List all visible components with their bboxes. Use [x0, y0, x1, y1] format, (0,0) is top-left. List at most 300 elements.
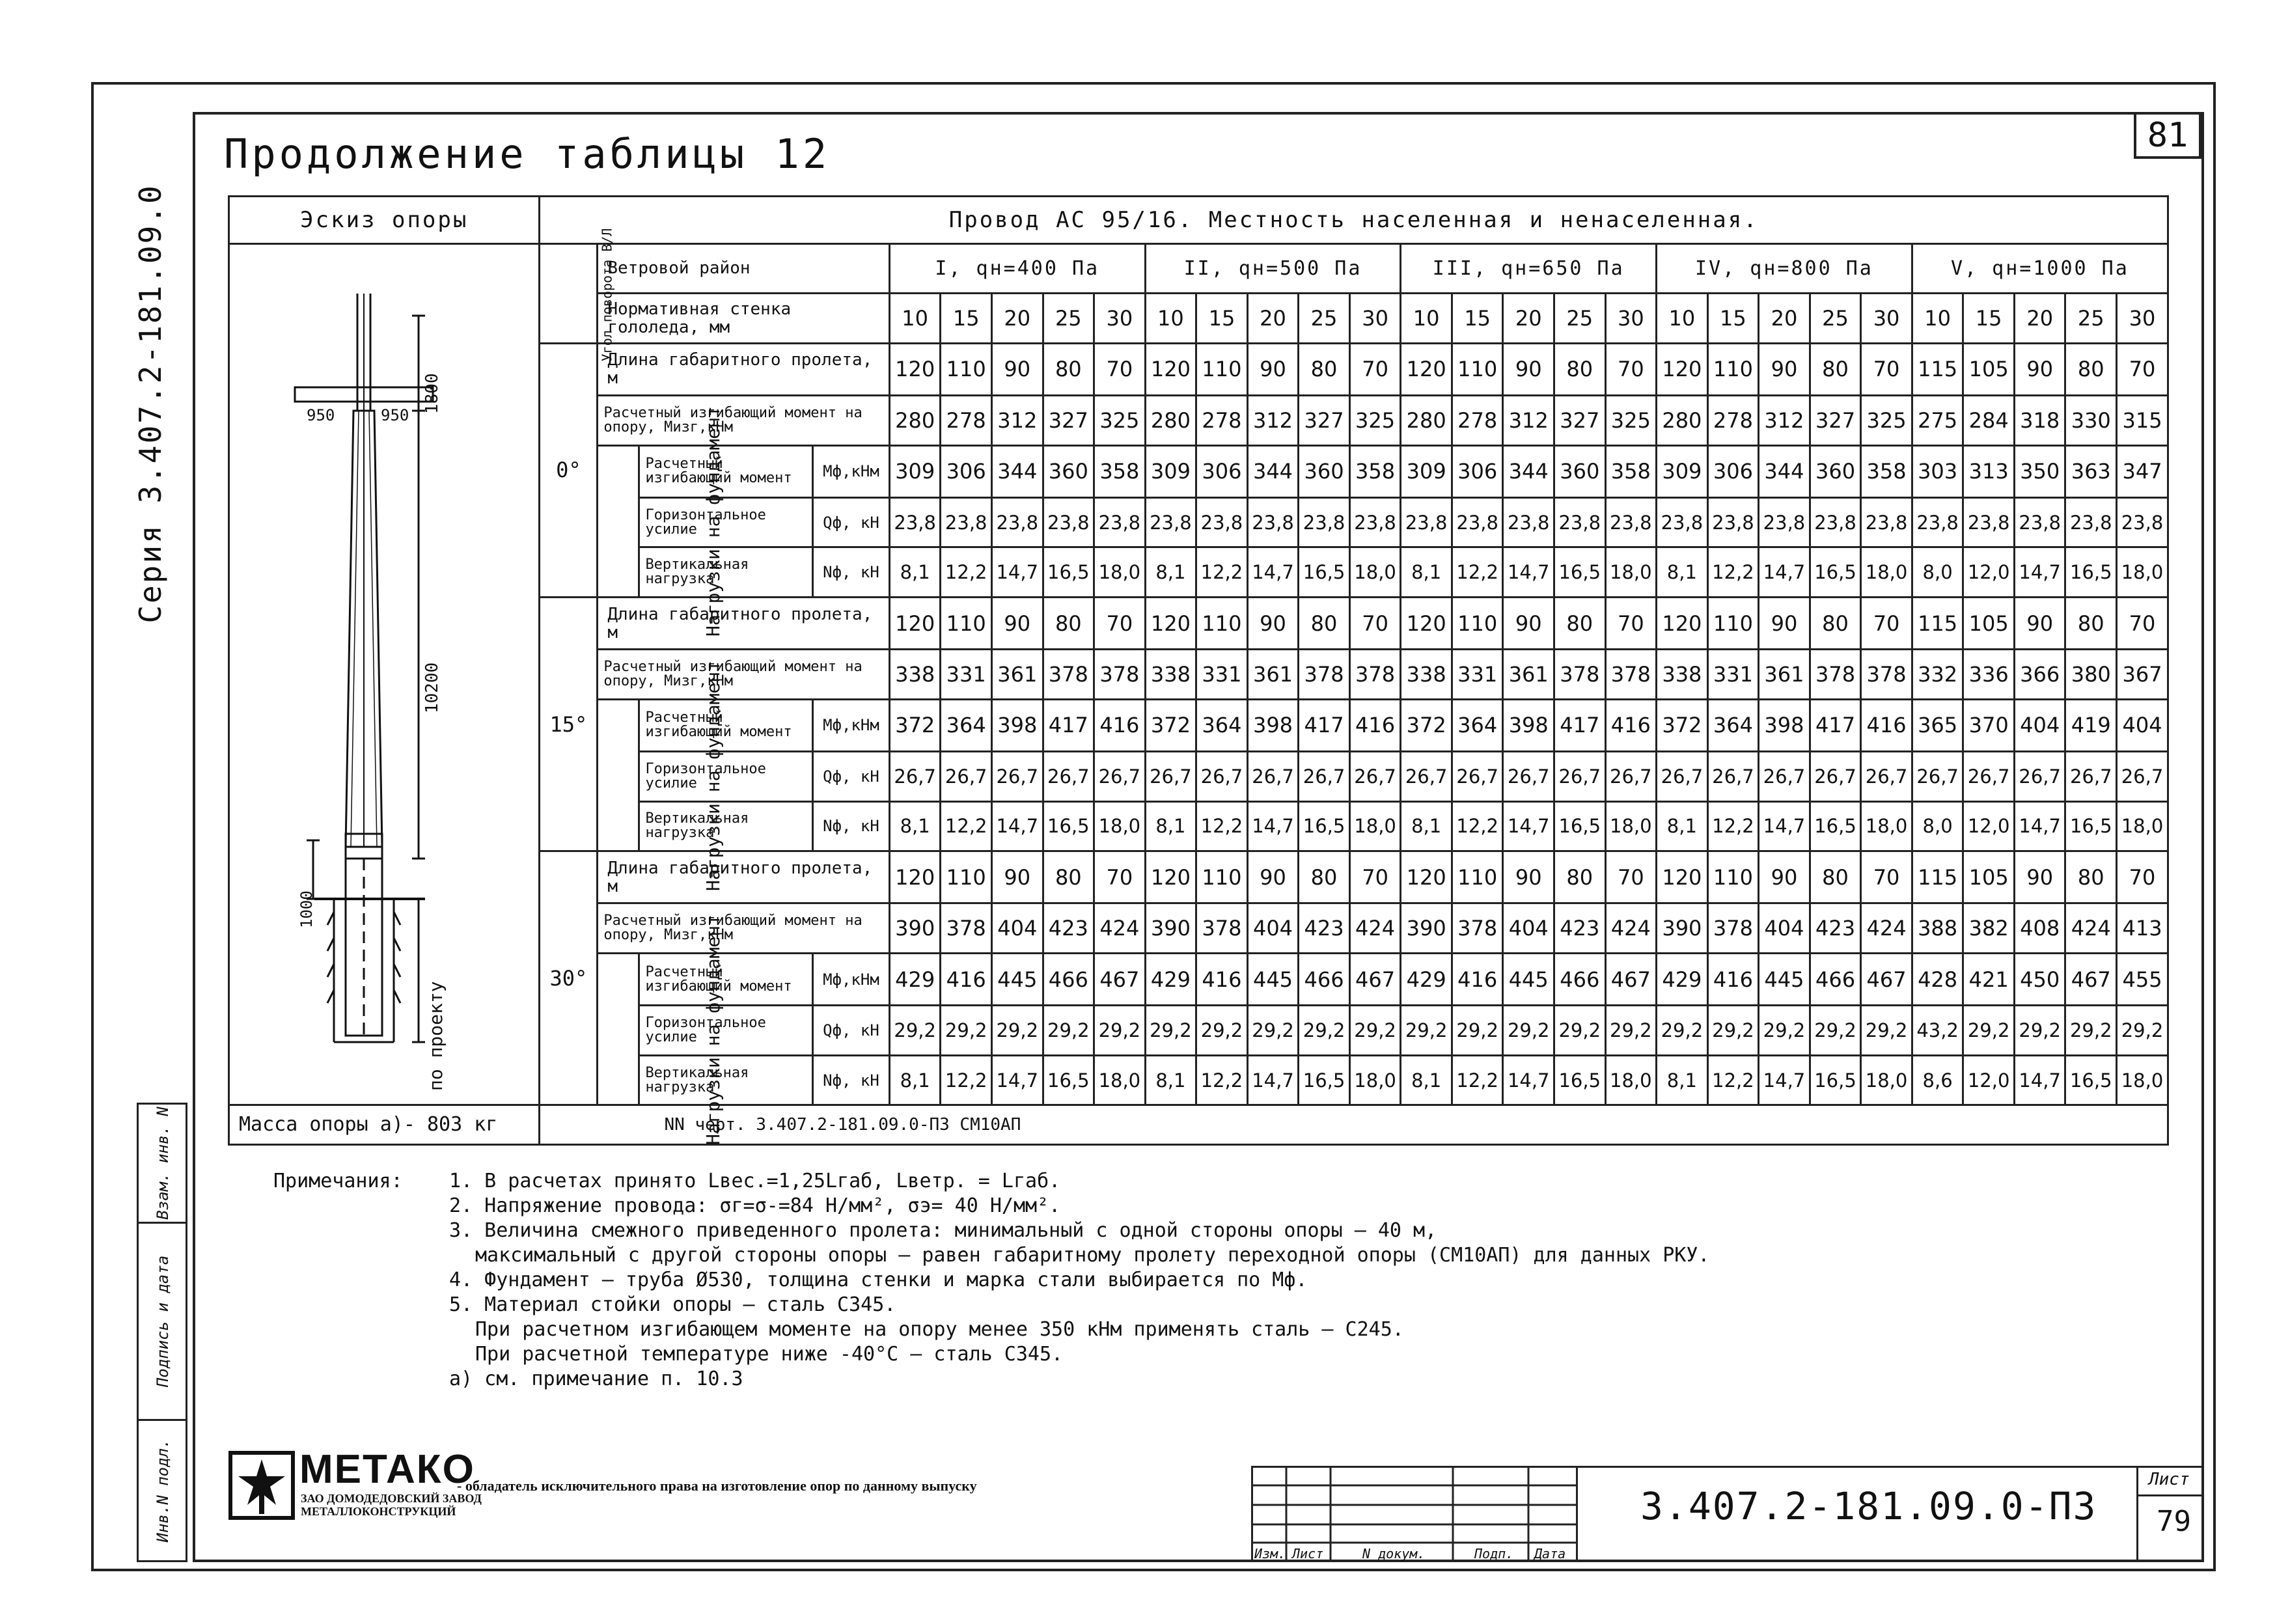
span-value: 80 [1554, 598, 1606, 650]
moment-support-value: 423 [1043, 903, 1094, 954]
vertical-value: 14,7 [1247, 547, 1299, 598]
moment-value: 360 [1043, 445, 1094, 497]
moment-value: 347 [2117, 445, 2168, 497]
moment-support-value: 424 [1349, 903, 1401, 954]
moment-support-value: 378 [1707, 903, 1759, 954]
horizontal-value: 26,7 [889, 751, 941, 801]
foundation-group-label: Нагрузки на фундамент [598, 954, 639, 1105]
span-value: 70 [1349, 598, 1401, 650]
span-value: 80 [1554, 851, 1606, 903]
span-value: 120 [889, 598, 941, 650]
horizontal-value: 23,8 [1349, 497, 1401, 547]
horizontal-value: 29,2 [1861, 1006, 1912, 1056]
notes [273, 1169, 1709, 1392]
horizontal-unit: Qф, кН [813, 751, 890, 801]
horizontal-value: 23,8 [1196, 497, 1248, 547]
notes-label: Примечания: [273, 1170, 403, 1192]
moment-value: 363 [2065, 445, 2117, 497]
dim-base-label: 1000 [297, 890, 316, 928]
moment-value: 372 [1401, 699, 1452, 751]
note-5: 5. Материал стойки опоры – сталь С345. [449, 1293, 896, 1316]
moment-value: 467 [1349, 954, 1401, 1006]
vertical-value: 12,2 [1196, 801, 1248, 851]
wind-region-4: IV, qн=800 Па [1657, 243, 1912, 294]
horizontal-value: 29,2 [1605, 1006, 1657, 1056]
moment-support-value: 318 [2014, 396, 2065, 446]
moment-support-value: 327 [1810, 396, 1861, 446]
span-value: 70 [1349, 851, 1401, 903]
horizontal-value: 23,8 [1503, 497, 1554, 547]
horizontal-value: 23,8 [1043, 497, 1094, 547]
horizontal-value: 23,8 [1452, 497, 1503, 547]
ice-value: 15 [1452, 294, 1503, 344]
horizontal-unit: Qф, кН [813, 497, 890, 547]
horizontal-value: 26,7 [1247, 751, 1299, 801]
horizontal-value: 29,2 [1657, 1006, 1708, 1056]
vertical-value: 16,5 [1554, 547, 1606, 598]
moment-support-value: 408 [2014, 903, 2065, 954]
moment-support-value: 404 [1503, 903, 1554, 954]
horizontal-value: 29,2 [2065, 1006, 2117, 1056]
span-value: 110 [941, 851, 992, 903]
vertical-value: 16,5 [1043, 1055, 1094, 1105]
horizontal-value: 26,7 [1963, 751, 2015, 801]
vertical-value: 16,5 [1299, 547, 1350, 598]
angle-cell: 0° [540, 343, 598, 597]
ice-value: 20 [1503, 294, 1554, 344]
vertical-value: 12,2 [1452, 801, 1503, 851]
vertical-value: 8,1 [1145, 801, 1196, 851]
span-value: 110 [941, 343, 992, 395]
vertical-value: 14,7 [1759, 1055, 1810, 1105]
moment-value: 416 [1349, 699, 1401, 751]
span-value: 90 [1503, 851, 1554, 903]
horizontal-value: 29,2 [1963, 1006, 2015, 1056]
horizontal-value: 26,7 [1043, 751, 1094, 801]
span-value: 70 [1605, 343, 1657, 395]
vertical-value: 18,0 [1094, 801, 1146, 851]
moment-support-value: 424 [1094, 903, 1146, 954]
horizontal-value: 26,7 [1094, 751, 1146, 801]
ice-value: 25 [1299, 294, 1350, 344]
ice-value: 25 [2065, 294, 2117, 344]
span-value: 70 [1605, 851, 1657, 903]
span-value: 70 [1094, 598, 1146, 650]
vertical-value: 14,7 [1247, 1055, 1299, 1105]
vertical-value: 12,2 [1707, 547, 1759, 598]
ice-value: 10 [1657, 294, 1708, 344]
span-value: 110 [1707, 598, 1759, 650]
sheet-number: 79 [2157, 1505, 2191, 1538]
series-label: Серия 3.407.2-181.09.0 [133, 184, 168, 624]
vertical-value: 18,0 [1349, 1055, 1401, 1105]
moment-support-value: 312 [1247, 396, 1299, 446]
note-2: 2. Напряжение провода: σг=σ-=84 Н/мм², σэ= 40 Н/мм². [449, 1194, 1061, 1217]
moment-value: 416 [1452, 954, 1503, 1006]
ice-value: 20 [2014, 294, 2065, 344]
page-title: Продолжение таблицы 12 [224, 130, 831, 178]
vertical-value: 16,5 [1299, 1055, 1350, 1105]
span-value: 80 [1810, 598, 1861, 650]
span-value: 120 [1657, 851, 1708, 903]
moment-support-value: 331 [941, 650, 992, 700]
dim-project-label: по проекту [425, 981, 447, 1091]
moment-support-value: 378 [1554, 650, 1606, 700]
ice-value: 25 [1554, 294, 1606, 344]
horizontal-value: 23,8 [1299, 497, 1350, 547]
vertical-label: Вертикальная нагрузка [639, 547, 813, 598]
note-1: 1. В расчетах принято Lвес.=1,25Lгаб, Lветр. = Lгаб. [449, 1170, 1061, 1192]
moment-support-value: 404 [1247, 903, 1299, 954]
title-block-top-line [1251, 1466, 2204, 1468]
ice-value: 15 [1196, 294, 1248, 344]
metako-line2: МЕТАЛЛОКОНСТРУКЦИЙ [301, 1505, 456, 1518]
note-5-cont2: При расчетной температуре ниже -40°С – сталь С345. [475, 1343, 1064, 1366]
span-value: 80 [1043, 343, 1094, 395]
moment-support-value: 332 [1912, 650, 1963, 700]
moment-support-value: 424 [1605, 903, 1657, 954]
vertical-value: 14,7 [991, 801, 1043, 851]
moment-value: 398 [1503, 699, 1554, 751]
horizontal-value: 23,8 [1759, 497, 1810, 547]
vertical-value: 12,2 [941, 801, 992, 851]
horizontal-value: 26,7 [1503, 751, 1554, 801]
dim-top-label: 1800 [422, 372, 442, 414]
span-value: 90 [2014, 343, 2065, 395]
horizontal-value: 23,8 [2065, 497, 2117, 547]
horizontal-value: 23,8 [941, 497, 992, 547]
moment-support-value: 278 [941, 396, 992, 446]
ice-value: 30 [1605, 294, 1657, 344]
mass-cell: Масса опоры а)- 803 кг [229, 1105, 540, 1145]
vertical-value: 12,2 [941, 547, 992, 598]
span-value: 70 [1349, 343, 1401, 395]
horizontal-value: 26,7 [2065, 751, 2117, 801]
vertical-value: 14,7 [2014, 547, 2065, 598]
moment-support-value: 378 [1094, 650, 1146, 700]
vertical-value: 12,2 [941, 1055, 992, 1105]
horizontal-value: 26,7 [1605, 751, 1657, 801]
vertical-value: 16,5 [1810, 547, 1861, 598]
stamp-sign-date: Подпись и дата [139, 1224, 187, 1421]
span-value: 90 [1247, 343, 1299, 395]
moment-label: Расчетный изгибающий момент [639, 954, 813, 1006]
vertical-value: 14,7 [1759, 547, 1810, 598]
moment-support-value: 390 [889, 903, 941, 954]
span-value: 120 [1145, 598, 1196, 650]
horizontal-value: 29,2 [1707, 1006, 1759, 1056]
ice-value: 25 [1810, 294, 1861, 344]
moment-value: 429 [1657, 954, 1708, 1006]
moment-value: 344 [1503, 445, 1554, 497]
moment-value: 466 [1043, 954, 1094, 1006]
moment-support-value: 315 [2117, 396, 2168, 446]
vertical-value: 16,5 [1043, 801, 1094, 851]
moment-value: 416 [941, 954, 992, 1006]
vertical-value: 14,7 [991, 1055, 1043, 1105]
stamp-replace-inv: Взам. инв. N [139, 1105, 187, 1224]
vertical-value: 16,5 [1554, 1055, 1606, 1105]
moment-value: 372 [1657, 699, 1708, 751]
span-value: 80 [2065, 851, 2117, 903]
moment-value: 372 [1145, 699, 1196, 751]
span-value: 80 [1554, 343, 1606, 395]
horizontal-value: 29,2 [1349, 1006, 1401, 1056]
span-value: 115 [1912, 343, 1963, 395]
moment-support-value: 280 [1657, 396, 1708, 446]
vertical-value: 14,7 [2014, 801, 2065, 851]
note-a: а) см. примечание п. 10.3 [449, 1368, 743, 1390]
moment-support-value: 390 [1401, 903, 1452, 954]
loads-table [228, 195, 2169, 1146]
horizontal-value: 29,2 [1503, 1006, 1554, 1056]
moment-value: 416 [1196, 954, 1248, 1006]
vertical-value: 8,1 [1401, 1055, 1452, 1105]
moment-support-value: 325 [1349, 396, 1401, 446]
foundation-group-label: Нагрузки на фундамент [598, 699, 639, 851]
vertical-value: 18,0 [1349, 801, 1401, 851]
span-value: 110 [1196, 851, 1248, 903]
page-number-box: 81 [2134, 112, 2201, 159]
vertical-value: 8,1 [1145, 547, 1196, 598]
moment-support-value: 280 [889, 396, 941, 446]
horizontal-value: 23,8 [1145, 497, 1196, 547]
span-value: 70 [2117, 598, 2168, 650]
vertical-value: 12,0 [1963, 1055, 2015, 1105]
vertical-value: 12,2 [1452, 1055, 1503, 1105]
vertical-value: 12,2 [1196, 547, 1248, 598]
span-value: 120 [1657, 598, 1708, 650]
vertical-value: 14,7 [1503, 1055, 1554, 1105]
vertical-value: 12,2 [1707, 801, 1759, 851]
dim-left-label: 950 [307, 406, 335, 424]
note-4: 4. Фундамент – труба Ø530, толщина стенки и марка стали выбирается по Мф. [449, 1269, 1308, 1291]
span-value: 120 [1145, 343, 1196, 395]
span-value: 90 [1759, 343, 1810, 395]
horizontal-value: 26,7 [1349, 751, 1401, 801]
vertical-value: 8,1 [1657, 547, 1708, 598]
horizontal-value: 29,2 [1554, 1006, 1606, 1056]
moment-support-value: 388 [1912, 903, 1963, 954]
moment-value: 306 [1707, 445, 1759, 497]
span-value: 70 [1094, 851, 1146, 903]
horizontal-value: 23,8 [1657, 497, 1708, 547]
moment-support-value: 280 [1145, 396, 1196, 446]
span-label: Длина габаритного пролета, м [598, 851, 890, 903]
span-value: 70 [1861, 851, 1912, 903]
span-value: 120 [889, 851, 941, 903]
horizontal-label: Горизонтальное усилие [639, 1006, 813, 1056]
span-value: 120 [1401, 598, 1452, 650]
moment-value: 313 [1963, 445, 2015, 497]
span-value: 105 [1963, 343, 2015, 395]
ice-thickness-label: Нормативная стенка гололеда, мм [598, 294, 890, 344]
moment-value: 309 [1401, 445, 1452, 497]
vertical-value: 14,7 [1759, 801, 1810, 851]
moment-support-value: 423 [1554, 903, 1606, 954]
moment-value: 466 [1810, 954, 1861, 1006]
horizontal-value: 26,7 [2117, 751, 2168, 801]
span-value: 110 [1707, 851, 1759, 903]
horizontal-label: Горизонтальное усилие [639, 751, 813, 801]
vertical-value: 16,5 [1043, 547, 1094, 598]
vertical-value: 18,0 [1861, 1055, 1912, 1105]
vertical-value: 12,0 [1963, 547, 2015, 598]
vertical-value: 18,0 [1094, 1055, 1146, 1105]
moment-value: 445 [991, 954, 1043, 1006]
span-value: 110 [1452, 343, 1503, 395]
moment-support-label: Расчетный изгибающий момент на опору, Мизг,кНм [598, 650, 890, 700]
ice-value: 30 [1349, 294, 1401, 344]
moment-value: 429 [1145, 954, 1196, 1006]
moment-value: 416 [1094, 699, 1146, 751]
dim-main-label: 10200 [422, 662, 442, 713]
moment-value: 466 [1554, 954, 1606, 1006]
span-value: 70 [1094, 343, 1146, 395]
horizontal-value: 23,8 [1247, 497, 1299, 547]
moment-support-value: 378 [1861, 650, 1912, 700]
vertical-value: 8,1 [889, 547, 941, 598]
moment-support-value: 413 [2117, 903, 2168, 954]
metako-line1: ЗАО ДОМОДЕДОВСКИЙ ЗАВОД [301, 1492, 482, 1505]
moment-value: 364 [1707, 699, 1759, 751]
vertical-value: 16,5 [1299, 801, 1350, 851]
moment-value: 398 [1247, 699, 1299, 751]
span-value: 80 [1299, 598, 1350, 650]
vertical-value: 18,0 [1349, 547, 1401, 598]
span-value: 90 [2014, 598, 2065, 650]
ice-value: 10 [889, 294, 941, 344]
ice-value: 20 [1247, 294, 1299, 344]
vertical-label: Вертикальная нагрузка [639, 1055, 813, 1105]
span-value: 90 [1247, 851, 1299, 903]
moment-value: 358 [1349, 445, 1401, 497]
moment-support-value: 378 [1299, 650, 1350, 700]
moment-support-value: 325 [1861, 396, 1912, 446]
span-value: 90 [991, 598, 1043, 650]
horizontal-value: 26,7 [1912, 751, 1963, 801]
moment-value: 309 [1657, 445, 1708, 497]
col-list: Лист [1292, 1546, 1324, 1562]
span-value: 110 [941, 598, 992, 650]
moment-support-value: 338 [1401, 650, 1452, 700]
moment-support-value: 423 [1810, 903, 1861, 954]
horizontal-value: 26,7 [991, 751, 1043, 801]
vertical-value: 8,6 [1912, 1055, 1963, 1105]
span-value: 110 [1452, 851, 1503, 903]
vertical-value: 14,7 [1247, 801, 1299, 851]
ice-value: 30 [2117, 294, 2168, 344]
moment-value: 344 [1759, 445, 1810, 497]
horizontal-value: 26,7 [1707, 751, 1759, 801]
moment-support-value: 366 [2014, 650, 2065, 700]
span-value: 115 [1912, 851, 1963, 903]
moment-support-value: 331 [1196, 650, 1248, 700]
horizontal-value: 43,2 [1912, 1006, 1963, 1056]
vertical-value: 14,7 [1503, 801, 1554, 851]
span-value: 80 [1043, 851, 1094, 903]
moment-value: 467 [1094, 954, 1146, 1006]
angle-cell: 30° [540, 851, 598, 1105]
vertical-value: 18,0 [1861, 547, 1912, 598]
moment-value: 429 [1401, 954, 1452, 1006]
span-value: 120 [1401, 343, 1452, 395]
wind-region-3: III, qн=650 Па [1401, 243, 1657, 294]
moment-value: 309 [889, 445, 941, 497]
moment-support-value: 378 [941, 903, 992, 954]
moment-value: 445 [1759, 954, 1810, 1006]
moment-value: 360 [1299, 445, 1350, 497]
stamp-inv-orig: Инв.N подл. [154, 1438, 172, 1543]
span-label: Длина габаритного пролета, м [598, 598, 890, 650]
moment-value: 370 [1963, 699, 2015, 751]
moment-value: 364 [1452, 699, 1503, 751]
moment-support-value: 378 [1349, 650, 1401, 700]
moment-support-value: 404 [1759, 903, 1810, 954]
moment-value: 358 [1861, 445, 1912, 497]
horizontal-value: 23,8 [1605, 497, 1657, 547]
horizontal-value: 23,8 [991, 497, 1043, 547]
span-value: 80 [1299, 343, 1350, 395]
vertical-value: 18,0 [1605, 547, 1657, 598]
vertical-value: 8,1 [1401, 801, 1452, 851]
metako-tagline: - обладатель исключительного права на изготовление опор по данному выпуску [457, 1478, 977, 1494]
vertical-value: 8,1 [889, 801, 941, 851]
moment-value: 445 [1247, 954, 1299, 1006]
span-value: 110 [1196, 343, 1248, 395]
horizontal-value: 29,2 [1196, 1006, 1248, 1056]
horizontal-value: 29,2 [1810, 1006, 1861, 1056]
ice-value: 10 [1401, 294, 1452, 344]
moment-value: 398 [991, 699, 1043, 751]
horizontal-value: 23,8 [1963, 497, 2015, 547]
moment-support-value: 278 [1196, 396, 1248, 446]
ice-value: 10 [1145, 294, 1196, 344]
moment-value: 416 [1861, 699, 1912, 751]
support-drawing [230, 248, 527, 1101]
moment-value: 421 [1963, 954, 2015, 1006]
span-value: 110 [1196, 598, 1248, 650]
span-value: 110 [1452, 598, 1503, 650]
vertical-value: 16,5 [1810, 1055, 1861, 1105]
moment-value: 445 [1503, 954, 1554, 1006]
moment-support-value: 280 [1401, 396, 1452, 446]
moment-value: 306 [1196, 445, 1248, 497]
span-value: 90 [991, 851, 1043, 903]
moment-value: 455 [2117, 954, 2168, 1006]
moment-unit: Мф,кНм [813, 445, 890, 497]
span-value: 80 [1043, 598, 1094, 650]
wind-region-5: V, qн=1000 Па [1912, 243, 2168, 294]
moment-support-label: Расчетный изгибающий момент на опору, Мизг,кНм [598, 396, 890, 446]
moment-support-value: 338 [889, 650, 941, 700]
vertical-value: 18,0 [2117, 547, 2168, 598]
vertical-unit: Nф, кН [813, 1055, 890, 1105]
vertical-value: 8,1 [889, 1055, 941, 1105]
moment-support-value: 275 [1912, 396, 1963, 446]
moment-support-value: 312 [1759, 396, 1810, 446]
span-value: 90 [1503, 343, 1554, 395]
moment-support-value: 424 [1861, 903, 1912, 954]
horizontal-value: 29,2 [1094, 1006, 1146, 1056]
side-stamp [137, 1103, 187, 1562]
vertical-value: 18,0 [1605, 801, 1657, 851]
vertical-value: 14,7 [2014, 1055, 2065, 1105]
moment-value: 360 [1554, 445, 1606, 497]
moment-label: Расчетный изгибающий момент [639, 699, 813, 751]
metako-emblem-icon [228, 1450, 306, 1522]
moment-support-value: 367 [2117, 650, 2168, 700]
